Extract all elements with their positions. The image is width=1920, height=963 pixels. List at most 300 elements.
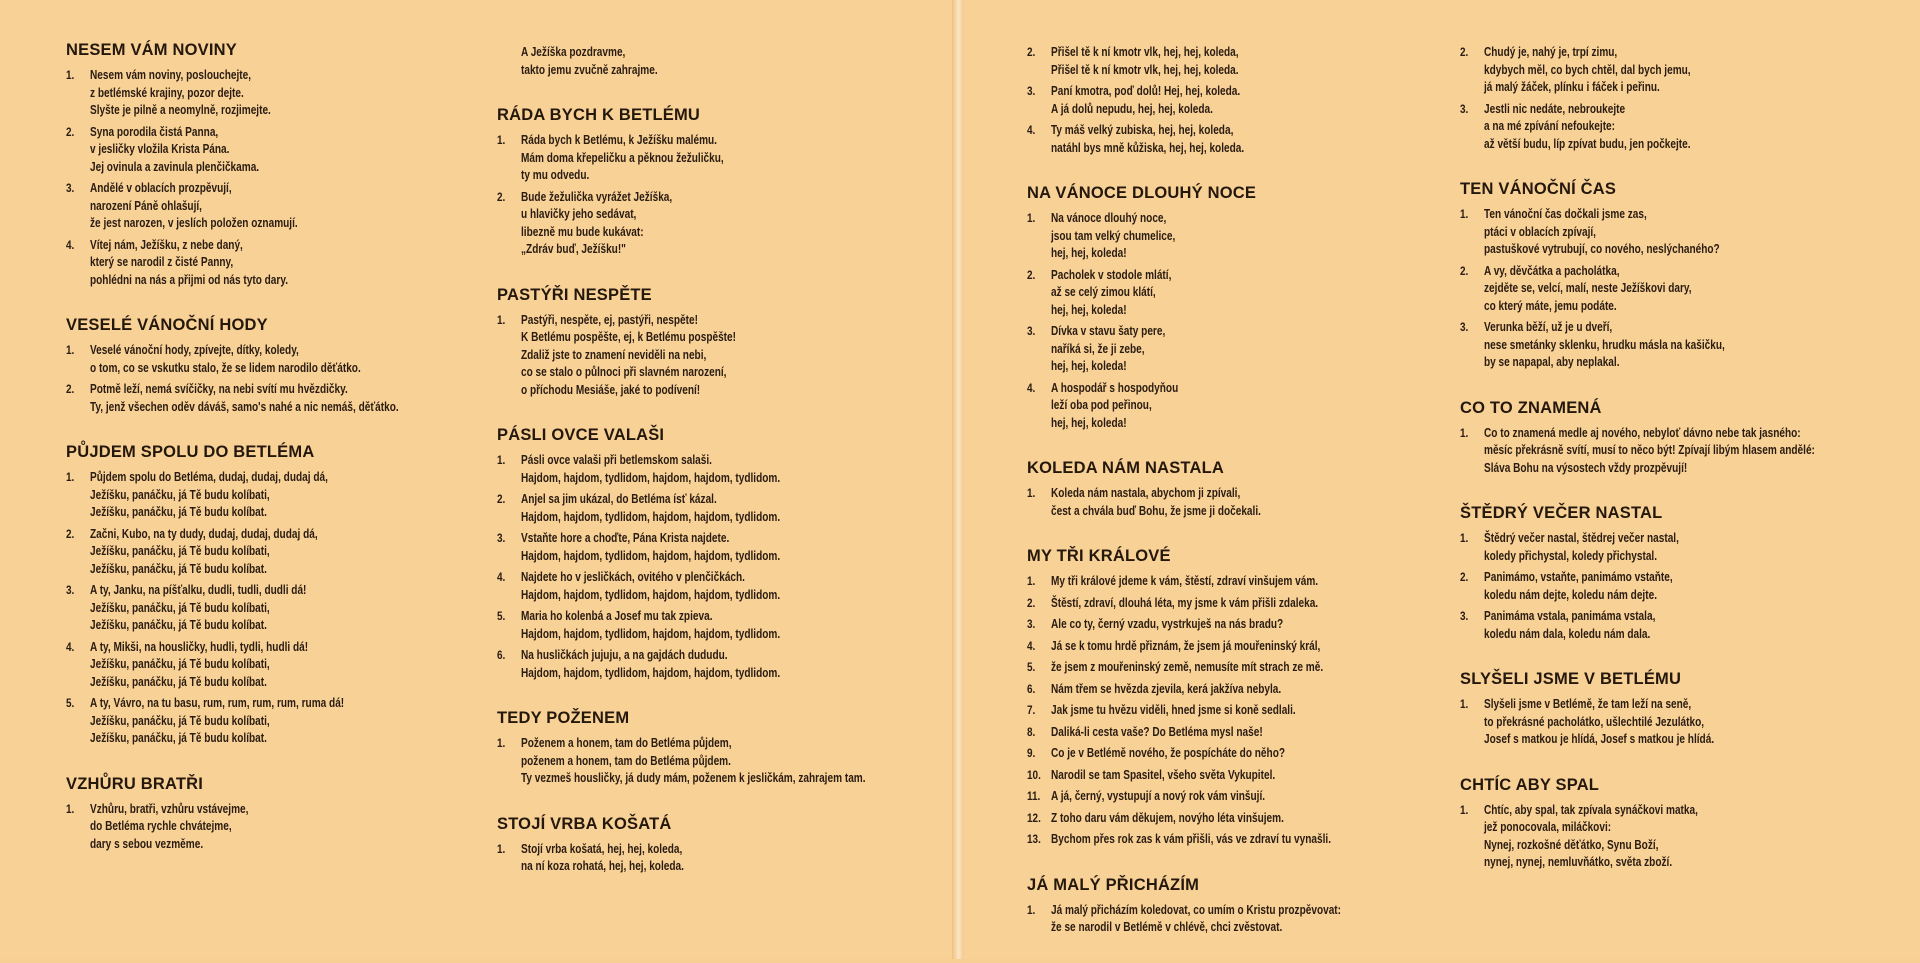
lyric-line: Hajdom, hajdom, tydlidom, hajdom, hajdom, tydlidom. — [521, 665, 781, 680]
verse-lines — [521, 608, 917, 643]
verse-number: 2. — [66, 125, 75, 139]
lyric-line: Ty vezmeš housličky, já dudy mám, poženem k jesličkám, zahrajem tam. — [521, 771, 866, 785]
song-title: JÁ MALÝ PŘICHÁZÍM — [1027, 875, 1200, 894]
song-block — [497, 814, 917, 876]
verse-lines — [1484, 802, 1900, 872]
verse-number: 2. — [66, 527, 75, 541]
verse — [497, 189, 917, 259]
verse-number: 1. — [1027, 575, 1036, 588]
verse-lines — [1484, 696, 1900, 749]
verse — [1460, 263, 1900, 316]
song-block — [66, 774, 446, 854]
song-title: VESELÉ VÁNOČNÍ HODY — [66, 316, 268, 334]
lyric-line: Jej ovinula a zavinula plenčičkama. — [90, 159, 260, 174]
verse-number: 4. — [1027, 381, 1036, 395]
verse — [1027, 831, 1427, 849]
page-edge-mark — [1912, 540, 1918, 566]
verse-lines — [1051, 485, 1427, 520]
verse-number: 1. — [1027, 212, 1036, 225]
lyric-line: Narodil se tam Spasitel, všeho světa Vykupitel. — [1051, 767, 1276, 782]
song-block — [66, 40, 446, 289]
lyric-line: Ale co ty, černý vzadu, vystrkuješ na nás bradu? — [1051, 617, 1284, 631]
lyric-line: Sláva Bohu na výsostech vždy prozpěvují! — [1484, 460, 1688, 475]
lyric-line: Chtíc, aby spal, tak zpívala synáčkovi matka, — [1484, 802, 1698, 817]
verse-number: 2. — [66, 383, 75, 396]
verse-number: 2. — [1460, 264, 1469, 278]
lyric-line: Ježíšku, panáčku, já Tě budu kolíbati, — [90, 713, 270, 728]
verse-number: 2. — [497, 493, 506, 506]
verse-lines — [521, 530, 917, 565]
verse — [1027, 380, 1427, 433]
verse — [66, 180, 446, 233]
lyric-line: Na husličkách jujuju, a na gajdách dududu. — [521, 648, 728, 662]
verse-number: 10. — [1027, 768, 1041, 782]
verse-number: 1. — [66, 471, 75, 484]
verse-number: 1. — [66, 802, 75, 816]
lyric-line: že se narodil v Betlémě v chlévě, chci zvěstovat. — [1051, 920, 1283, 934]
lyric-line: Vítej nám, Ježíšku, z nebe daný, — [90, 237, 243, 252]
verse-number: 3. — [1027, 325, 1036, 338]
song-block — [1460, 44, 1900, 153]
song-block — [1027, 875, 1427, 937]
song-block — [1027, 458, 1427, 520]
verse — [66, 469, 446, 522]
verse-number: 1. — [1460, 532, 1469, 545]
verse — [66, 801, 446, 854]
verse — [66, 582, 446, 635]
verse — [497, 608, 917, 643]
column-2 — [497, 44, 917, 902]
verse-lines — [1484, 44, 1900, 97]
lyric-line: libezně mu bude kukávat: — [521, 224, 644, 239]
lyric-line: Co to znamená medle aj nového, nebyloť dávno nebe tak jasného: — [1484, 425, 1801, 440]
lyric-line: Paní kmotra, poď dolů! Hej, hej, koleda. — [1051, 84, 1241, 98]
verse — [66, 124, 446, 177]
verse-lines — [1484, 608, 1900, 643]
lyric-line: Vstaňte hore a choďte, Pána Krista najdete. — [521, 531, 730, 545]
verse-lines — [521, 312, 917, 400]
lyric-line: Ty, jenž všechen oděv dáváš, samo's nahé a nic nemáš, děťátko. — [90, 399, 399, 414]
lyric-line: koledu nám dala, koledu nám dala. — [1484, 626, 1651, 641]
verse-lines — [1051, 616, 1427, 634]
lyric-line: o tom, co se vskutku stalo, že se lidem narodilo děťátko. — [90, 360, 361, 375]
verse — [1027, 210, 1427, 263]
verse-lines — [1484, 263, 1900, 316]
verse — [1027, 323, 1427, 376]
lyric-line: Stojí vrba košatá, hej, hej, koleda, — [521, 841, 683, 856]
verse-number: 3. — [497, 532, 506, 545]
verse-number: 4. — [66, 640, 75, 654]
verse-lines — [90, 801, 446, 854]
verse — [1027, 485, 1427, 520]
lyric-line: Pásli ovce valaši při betlemskom salaši. — [521, 453, 712, 467]
lyric-line: Poženem a honem, tam do Betléma půjdem, — [521, 736, 732, 750]
lyric-line: Koleda nám nastala, abychom ji zpívali, — [1051, 486, 1241, 500]
lyric-line: Mám doma křepeličku a pěknou žežuličku, — [521, 150, 724, 165]
lyric-line: Ten vánoční čas dočkali jsme zas, — [1484, 207, 1647, 221]
lyric-line: A hospodář s hospodyňou — [1051, 380, 1179, 395]
lyric-line: Andělé v oblacích prozpěvují, — [90, 181, 232, 195]
verse-lines — [1051, 44, 1427, 79]
lyric-line: kdybych měl, co bych chtěl, dal bych jemu, — [1484, 62, 1691, 77]
verse-lines — [1051, 767, 1427, 785]
lyric-line: měsíc překrásně svítí, musí to něco být! Zpívají libým hlasem andělé: — [1484, 443, 1815, 457]
lyric-line: Já se k tomu hrdě přiznám, že jsem já mouřeninský král, — [1051, 638, 1321, 653]
verse-lines — [1051, 724, 1427, 742]
song-block — [66, 442, 446, 748]
lyric-line: A já, černý, vystupují a nový rok vám vinšují. — [1051, 789, 1266, 803]
song-block — [1460, 398, 1900, 478]
song-block — [1460, 179, 1900, 372]
lyric-line: Hajdom, hajdom, tydlidom, hajdom, hajdom, tydlidom. — [521, 626, 781, 641]
verse-lines — [1051, 122, 1427, 157]
verse-number: 5. — [66, 697, 75, 710]
verse-lines — [521, 132, 917, 185]
lyric-line: co se stalo o půlnoci při slavném narození, — [521, 365, 727, 379]
verse-lines — [90, 381, 476, 416]
verse-lines — [1484, 530, 1900, 565]
verse — [497, 841, 917, 876]
lyric-line: A ty, Vávro, na tu basu, rum, rum, rum, rum, ruma dá! — [90, 696, 345, 710]
lyric-line: Anjel sa jim ukázal, do Betléma ísť kázal. — [521, 492, 717, 506]
song-title: MY TŘI KRÁLOVÉ — [1027, 547, 1171, 565]
lyric-line: Josef s matkou je hlídá, Josef s matkou je hlídá. — [1484, 732, 1715, 746]
song-title: TEDY POŽENEM — [497, 709, 630, 727]
lyric-line: A ty, Mikši, na housličky, hudli, tydli, hudli dá! — [90, 639, 309, 654]
song-block — [1027, 546, 1427, 849]
song-title: RÁDA BYCH K BETLÉMU — [497, 106, 701, 124]
lyric-line: Půjdem spolu do Betléma, dudaj, dudaj, dudaj dá, — [90, 470, 328, 484]
lyric-line: v jesličky vložila Krista Pána. — [90, 142, 230, 156]
song-title: NA VÁNOCE DLOUHÝ NOCE — [1027, 184, 1257, 202]
verse-lines — [1484, 101, 1900, 154]
song-title: NESEM VÁM NOVINY — [66, 41, 237, 59]
lyric-line: hej, hej, koleda! — [1051, 246, 1127, 260]
lyric-line: Slyšte je pilně a neomylně, rozjimejte. — [90, 103, 271, 117]
lyric-line: Na vánoce dlouhý noce, — [1051, 211, 1167, 225]
verse-number: 3. — [1027, 618, 1036, 631]
lyric-line: nese smetánky sklenku, hrudku másla na kašičku, — [1484, 337, 1725, 352]
verse — [1027, 638, 1427, 656]
verse-lines — [521, 569, 917, 604]
lyric-line: do Betléma rychle chvátejme, — [90, 819, 232, 833]
lyric-line: ptáci v oblacích zpívají, — [1484, 224, 1596, 239]
booklet-fold — [952, 0, 964, 959]
lyric-line: hej, hej, koleda! — [1051, 302, 1127, 317]
verse — [1027, 724, 1427, 742]
lyric-line: o příchodu Mesiáše, jaké to podívení! — [521, 382, 701, 397]
song-title: KOLEDA NÁM NASTALA — [1027, 459, 1224, 477]
song-block — [1460, 503, 1900, 643]
verse — [497, 452, 917, 487]
verse — [1027, 44, 1427, 79]
verse-lines — [1051, 380, 1427, 433]
song-block — [1027, 183, 1427, 432]
lyric-line: Bude žežulička vyrážet Ježíška, — [521, 189, 673, 204]
lyric-line: Štěstí, zdraví, dlouhá léta, my jsme k vám přišli zdaleka. — [1051, 595, 1319, 610]
verse-lines — [90, 180, 446, 233]
verse-number: 2. — [1460, 46, 1469, 59]
lyric-line: já malý žáček, plínku i fáček i peřinu. — [1484, 80, 1660, 94]
verse-number: 4. — [66, 238, 75, 252]
lyric-line: Hajdom, hajdom, tydlidom, hajdom, hajdom, tydlidom. — [521, 587, 781, 602]
verse — [497, 44, 917, 79]
verse-number: 2. — [497, 190, 506, 204]
verse-number: 1. — [1027, 487, 1036, 500]
lyric-line: Potmě leží, nemá svíčičky, na nebi svítí mu hvězdičky. — [90, 382, 348, 396]
verse-number: 2. — [1027, 596, 1036, 610]
lyric-line: Hajdom, hajdom, tydlidom, hajdom, hajdom, tydlidom. — [521, 509, 781, 524]
verse — [66, 639, 446, 692]
verse-number: 5. — [1027, 661, 1036, 674]
verse-number: 11. — [1027, 790, 1041, 803]
song-title: PÁSLI OVCE VALAŠI — [497, 426, 665, 444]
lyric-line: Ježíšku, panáčku, já Tě budu kolíbat. — [90, 618, 267, 632]
verse — [1027, 122, 1427, 157]
verse — [1027, 902, 1427, 937]
verse-lines — [1051, 210, 1427, 263]
lyric-line: pastuškové vytrubují, co nového, neslýchaného? — [1484, 242, 1720, 256]
verse-lines — [1484, 569, 1900, 604]
lyric-line: K Betlému pospěšte, ej, k Betlému pospěšte! — [521, 330, 736, 344]
lyric-line: Chudý je, nahý je, trpí zimu, — [1484, 45, 1618, 59]
lyric-line: Ježíšku, panáčku, já Tě budu kolíbati, — [90, 600, 270, 615]
lyric-line: Ježíšku, panáčku, já Tě budu kolíbati, — [90, 657, 270, 671]
lyric-line: Bychom přes rok zas k vám přišli, vás ve zdraví tu vynašli. — [1051, 832, 1331, 846]
song-block — [1460, 669, 1900, 749]
lyric-line: A vy, děvčátka a pacholátka, — [1484, 263, 1620, 278]
lyric-line: A ty, Janku, na píšťalku, dudli, tudli, dudli dá! — [90, 583, 307, 597]
verse-number: 3. — [66, 584, 75, 597]
lyric-line: Verunka běží, už je u dveří, — [1484, 320, 1613, 334]
lyric-line: jež ponocovala, miláčkovi: — [1484, 820, 1612, 834]
lyric-line: Slyšeli jsme v Betlémě, že tam leží na seně, — [1484, 697, 1692, 711]
lyric-line: Panimáma vstala, panimáma vstala, — [1484, 609, 1656, 623]
lyric-line: Nynej, rozkošné děťátko, Synu Boží, — [1484, 837, 1659, 852]
lyric-line: Přišel tě k ní kmotr vlk, hej, hej, koleda, — [1051, 45, 1239, 59]
verse-lines — [1051, 659, 1427, 677]
lyric-line: Co je v Betlémě nového, že pospícháte do něho? — [1051, 746, 1286, 760]
verse — [1460, 101, 1900, 154]
lyric-line: My tři králové jdeme k vám, štěstí, zdraví vinšujem vám. — [1051, 574, 1319, 588]
verse-lines — [1051, 902, 1427, 937]
verse-number: 3. — [1027, 85, 1036, 98]
verse-number: 8. — [1027, 725, 1036, 739]
song-title: VZHŮRU BRATŘI — [66, 774, 204, 793]
lyric-line: u hlavičky jeho sedávat, — [521, 207, 637, 221]
lyric-line: že jest narozen, v jeslích položen oznamují. — [90, 216, 298, 230]
song-block — [497, 708, 917, 788]
verse — [497, 312, 917, 400]
verse — [1027, 767, 1427, 785]
verse-lines — [1484, 206, 1900, 259]
column-4 — [1460, 44, 1900, 898]
lyric-line: hej, hej, koleda! — [1051, 359, 1127, 373]
verse — [1027, 83, 1427, 118]
lyric-line: „Zdráv buď, Ježíšku!" — [521, 242, 626, 256]
verse-lines — [90, 526, 446, 579]
verse-lines — [1051, 831, 1427, 849]
lyric-line: až větší budu, líp zpívat budu, jen počkejte. — [1484, 136, 1691, 151]
lyric-line: Jestli nic nedáte, nebroukejte — [1484, 101, 1626, 116]
song-title: PŮJDEM SPOLU DO BETLÉMA — [66, 443, 315, 461]
lyric-line: z betlémské krajiny, pozor dejte. — [90, 85, 244, 100]
lyric-line: Začni, Kubo, na ty dudy, dudaj, dudaj, dudaj dá, — [90, 526, 318, 541]
verse-number: 5. — [497, 610, 506, 623]
lyric-line: zejděte se, velcí, malí, neste Ježíškovi dary, — [1484, 281, 1692, 295]
verse-number: 2. — [1027, 46, 1036, 59]
verse — [66, 381, 446, 416]
verse-number: 6. — [1027, 682, 1036, 696]
verse-lines — [90, 124, 446, 177]
lyric-line: naříká si, že ji zebe, — [1051, 341, 1145, 356]
verse-lines — [90, 237, 446, 290]
song-title: SLYŠELI JSME V BETLÉMU — [1460, 670, 1682, 688]
song-block — [497, 285, 917, 400]
song-title: PASTÝŘI NESPĚTE — [497, 285, 652, 304]
verse — [1027, 573, 1427, 591]
lyric-line: až se celý zimou klátí, — [1051, 285, 1156, 299]
verse-lines — [1051, 745, 1427, 763]
verse-number: 1. — [497, 134, 506, 147]
lyric-line: Veselé vánoční hody, zpívejte, dítky, koledy, — [90, 343, 299, 357]
verse — [66, 342, 446, 377]
verse-number: 3. — [1460, 321, 1469, 334]
lyric-line: leží oba pod peřinou, — [1051, 398, 1152, 412]
lyric-line: Ježíšku, panáčku, já Tě budu kolíbat. — [90, 505, 267, 519]
verse-lines — [1484, 319, 1900, 372]
verse — [1027, 810, 1427, 828]
verse-number: 2. — [1027, 268, 1036, 282]
verse-lines — [90, 342, 446, 377]
verse-lines — [1051, 267, 1427, 320]
verse-lines — [1484, 425, 1900, 478]
song-title: TEN VÁNOČNÍ ČAS — [1460, 180, 1617, 198]
verse-number: 1. — [66, 344, 75, 357]
verse — [1027, 267, 1427, 320]
verse-lines — [90, 639, 446, 692]
column-3 — [1027, 44, 1427, 963]
lyric-line: poženem a honem, tam do Betléma půjdem. — [521, 753, 731, 768]
lyric-line: Ježíšku, panáčku, já Tě budu kolíbati, — [90, 544, 270, 558]
lyric-line: že jsem z mouřeninský země, nemusíte mít strach ze mě. — [1051, 660, 1324, 674]
verse-number: 4. — [497, 571, 506, 584]
verse — [497, 735, 917, 788]
lyric-line: nynej, nynej, nemluvňátko, světa zboží. — [1484, 855, 1673, 869]
verse-number: 1. — [66, 69, 75, 82]
song-block — [1027, 44, 1427, 157]
lyric-line: Jak jsme tu hvězu viděli, hned jsme si koně sedlali. — [1051, 703, 1296, 717]
verse-lines — [1051, 638, 1427, 656]
lyric-line: koledy přichystal, koledy přichystal. — [1484, 548, 1658, 563]
song-block — [66, 315, 446, 416]
lyric-line: Vzhůru, bratři, vzhůru vstávejme, — [90, 801, 249, 816]
verse-number: 7. — [1027, 704, 1036, 717]
lyric-line: Pacholek v stodole mlátí, — [1051, 267, 1172, 282]
verse-lines — [521, 491, 917, 526]
lyric-line: Panimámo, vstaňte, panimámo vstaňte, — [1484, 570, 1673, 584]
verse-number: 12. — [1027, 811, 1041, 825]
verse-lines — [1051, 788, 1427, 806]
lyric-line: Z toho daru vám děkujem, novýho léta vinšujem. — [1051, 810, 1284, 825]
song-block — [497, 105, 917, 259]
verse-number: 1. — [1027, 903, 1036, 917]
lyric-line: Maria ho kolenbá a Josef mu tak zpieva. — [521, 609, 713, 623]
verse-lines — [521, 647, 917, 682]
lyric-line: Přišel tě k ní kmotr vlk, hej, hej, koleda. — [1051, 62, 1239, 77]
lyric-line: pohlédni na nás a přijmi od nás tyto dary. — [90, 272, 288, 287]
verse — [1027, 681, 1427, 699]
verse — [1460, 530, 1900, 565]
verse — [66, 695, 446, 748]
lyric-line: Ježíšku, panáčku, já Tě budu kolíbat. — [90, 731, 267, 745]
lyric-line: Já malý přicházím koledovat, co umím o Kristu prozpěvovat: — [1051, 902, 1342, 917]
verse — [497, 530, 917, 565]
verse-number: 2. — [1460, 571, 1469, 584]
lyric-line: čest a chvála buď Bohu, že jsme ji dočekali. — [1051, 503, 1261, 518]
verse-number: 1. — [497, 313, 506, 327]
verse-number: 9. — [1027, 747, 1036, 760]
verse-number: 13. — [1027, 833, 1041, 846]
verse — [1027, 659, 1427, 677]
verse-lines — [521, 735, 952, 788]
verse — [1027, 788, 1427, 806]
verse-lines — [521, 841, 917, 876]
lyric-line: co který máte, jemu podáte. — [1484, 298, 1617, 313]
lyric-line: Ježíšku, panáčku, já Tě budu kolíbat. — [90, 561, 267, 576]
verse-number: 6. — [497, 649, 506, 662]
verse — [1460, 44, 1900, 97]
lyric-line: Hajdom, hajdom, tydlidom, hajdom, hajdom, tydlidom. — [521, 470, 781, 485]
lyric-line: ty mu odvedu. — [521, 168, 590, 182]
lyric-line: natáhl bys mně kůžiska, hej, hej, koleda. — [1051, 140, 1245, 155]
verse-lines — [1051, 573, 1427, 591]
verse — [1460, 802, 1900, 872]
lyric-line: na ní koza rohatá, hej, hej, koleda. — [521, 859, 684, 873]
verse-lines — [90, 695, 446, 748]
lyric-line: hej, hej, koleda! — [1051, 415, 1127, 430]
lyric-line: Dívka v stavu šaty pere, — [1051, 324, 1166, 338]
verse-number: 3. — [1460, 610, 1469, 623]
verse — [497, 491, 917, 526]
lyric-line: Najdete ho v jesličkách, ovitého v plenčičkách. — [521, 570, 745, 584]
song-title: ŠTĚDRÝ VEČER NASTAL — [1460, 504, 1663, 522]
verse-number: 1. — [1460, 426, 1469, 440]
lyric-line: jsou tam velký chumelice, — [1051, 228, 1176, 243]
lyric-line: Hajdom, hajdom, tydlidom, hajdom, hajdom, tydlidom. — [521, 548, 781, 563]
lyric-line: Ráda bych k Betlému, k Ježíšku malému. — [521, 133, 717, 147]
lyric-line: to překrásné pacholátko, ušlechtilé Jezulátko, — [1484, 714, 1705, 729]
verse-number: 4. — [1027, 124, 1036, 137]
verse-number: 3. — [1460, 102, 1469, 116]
verse-lines — [90, 469, 446, 522]
lyric-line: Ježíšku, panáčku, já Tě budu kolíbat. — [90, 674, 267, 689]
verse — [1460, 319, 1900, 372]
verse — [1460, 206, 1900, 259]
lyric-line: Štědrý večer nastal, štědrej večer nastal, — [1484, 531, 1679, 545]
lyric-line: a na mé zpívání nefoukejte: — [1484, 119, 1616, 133]
song-block — [497, 425, 917, 682]
verse-lines — [1051, 323, 1427, 376]
lyric-line: A já dolů nepudu, hej, hej, koleda. — [1051, 101, 1213, 116]
verse-lines — [90, 582, 446, 635]
verse — [1027, 702, 1427, 720]
verse — [66, 67, 446, 120]
lyric-line: dary s sebou vezměme. — [90, 836, 204, 851]
verse — [1460, 608, 1900, 643]
verse-number: 4. — [1027, 639, 1036, 653]
lyric-line: Ježíšku, panáčku, já Tě budu kolíbati, — [90, 487, 270, 502]
